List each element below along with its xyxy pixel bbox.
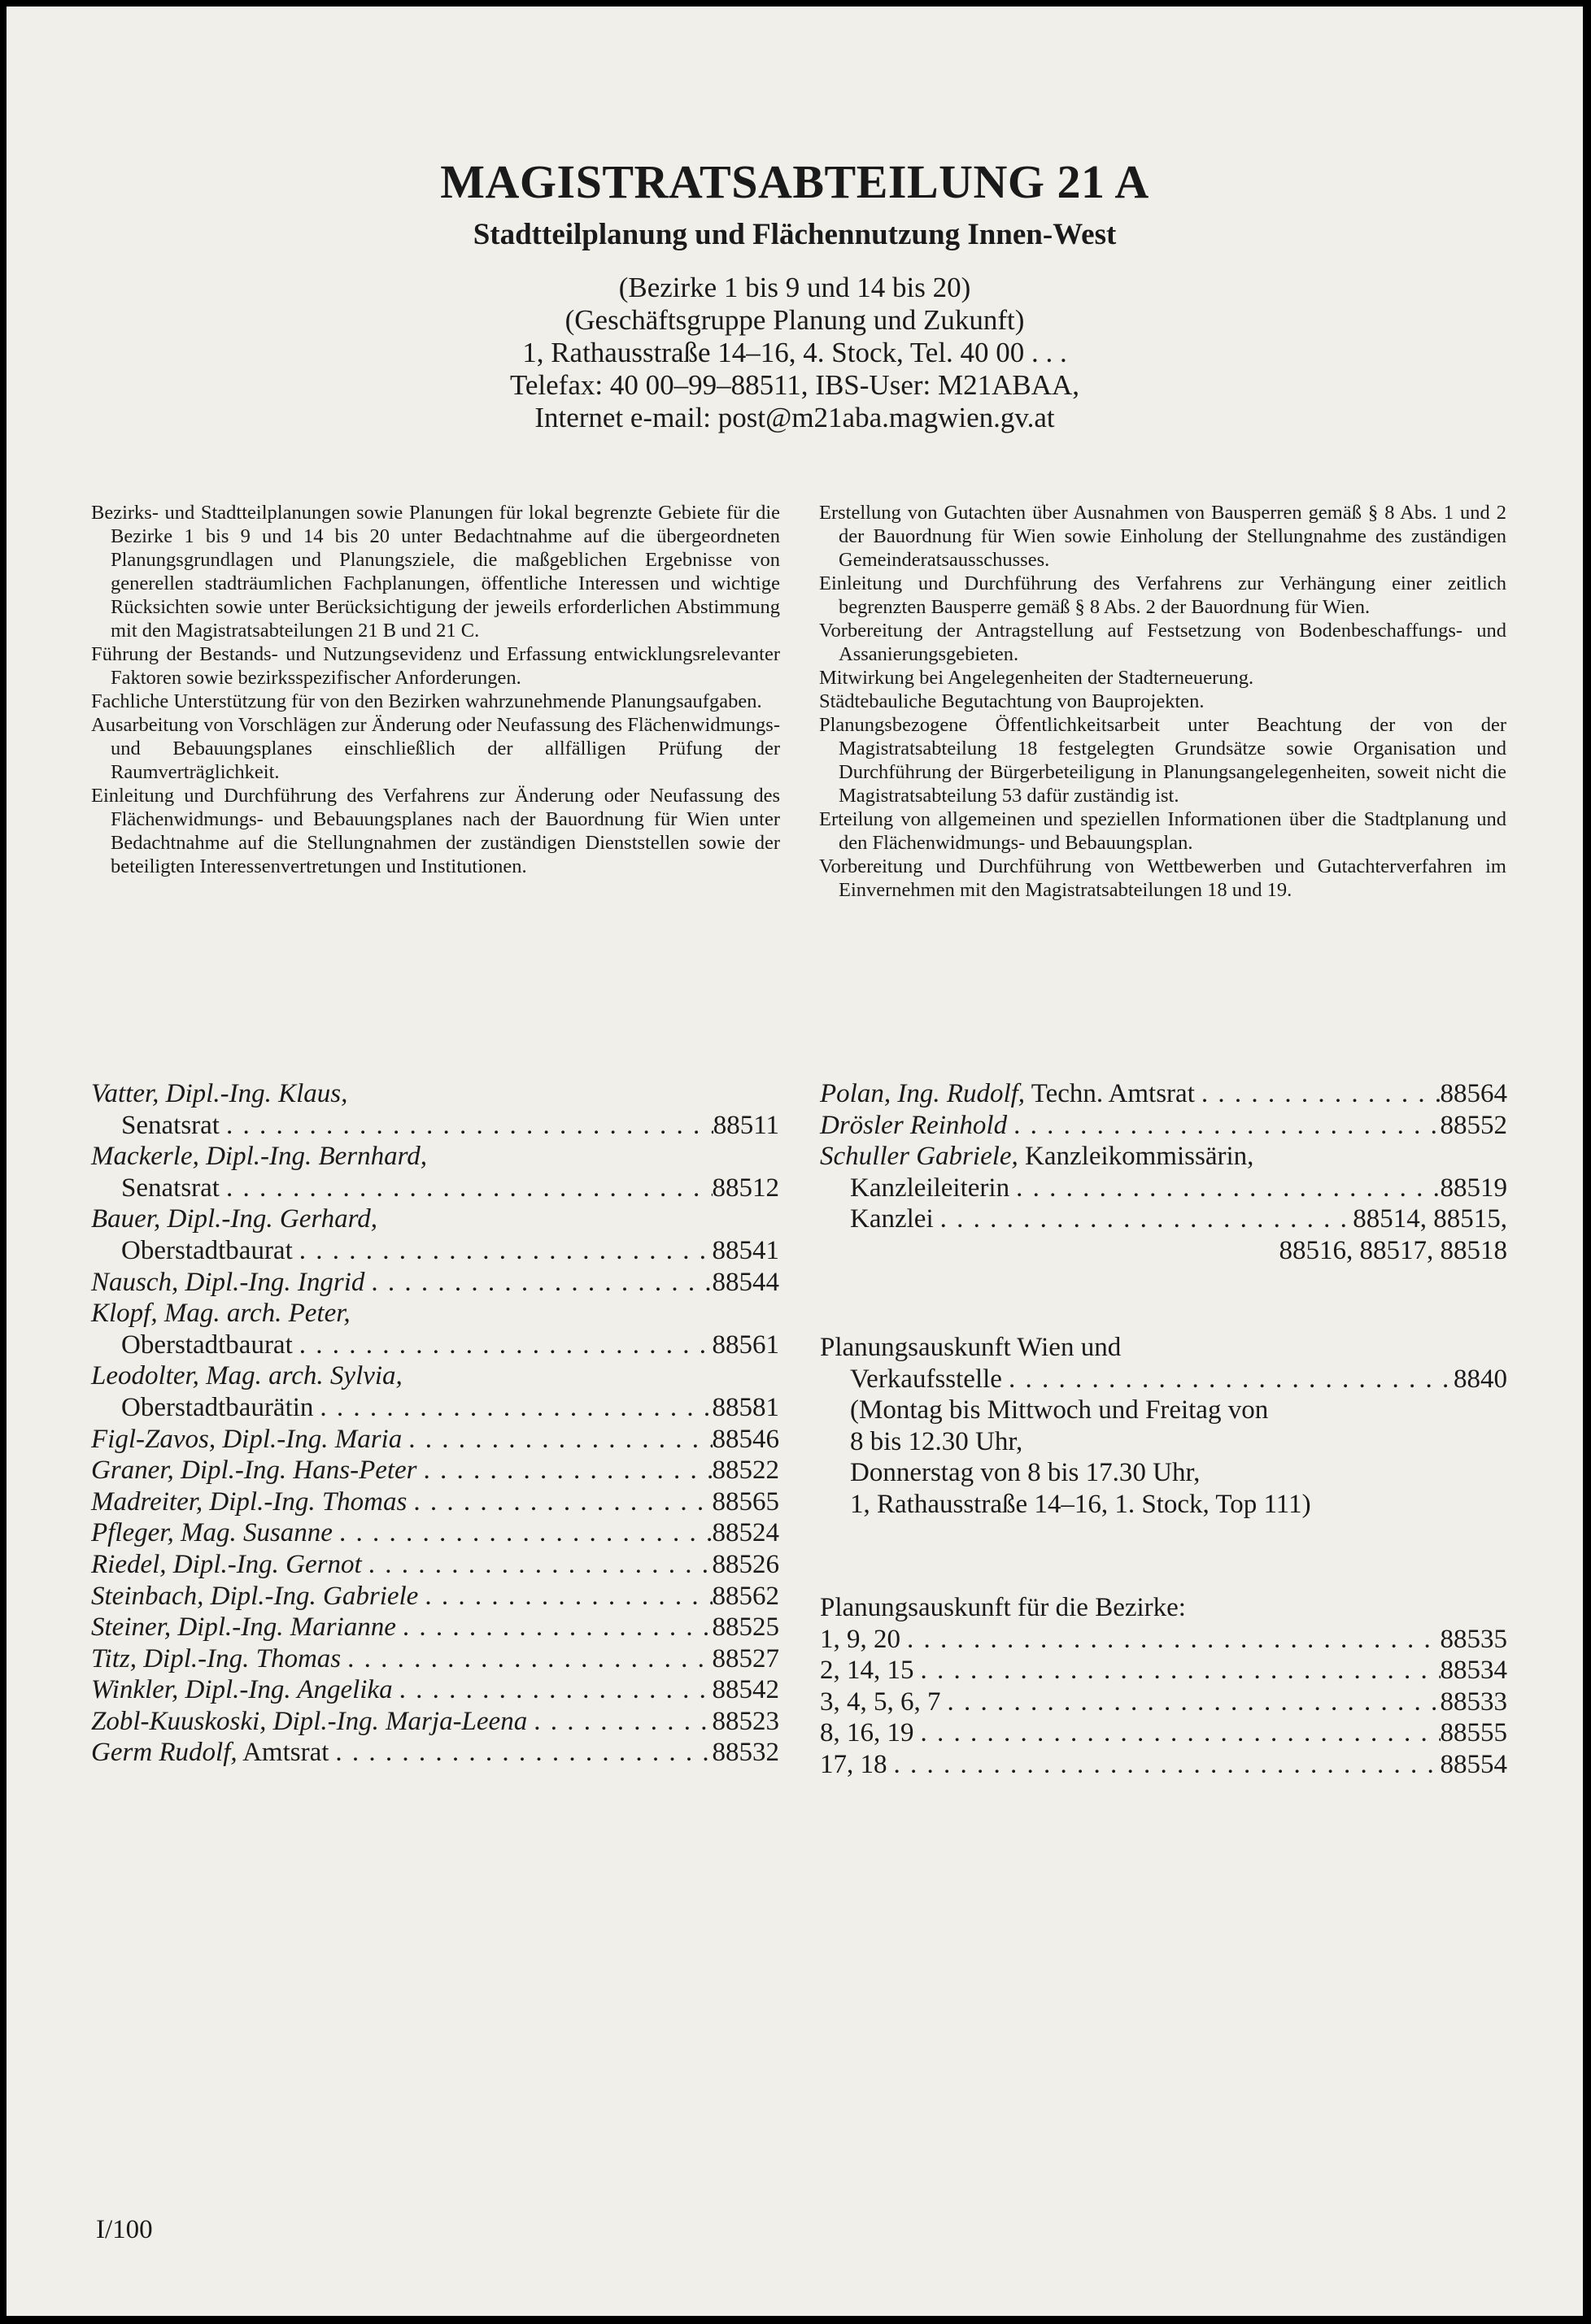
phone-extension: 88527 bbox=[712, 1643, 779, 1673]
staff-row bbox=[91, 1392, 779, 1424]
phone-extension: 88541 bbox=[712, 1235, 779, 1265]
staff-row bbox=[91, 1330, 779, 1361]
phone-extension: 88544 bbox=[712, 1267, 779, 1297]
phone-extension: 88523 bbox=[712, 1706, 779, 1736]
staff-row bbox=[91, 1706, 779, 1738]
staff-name: Steiner, Dipl.-Ing. Marianne bbox=[91, 1612, 396, 1643]
staff-title: Techn. Amtsrat bbox=[1031, 1079, 1195, 1108]
phone-extension: 88526 bbox=[712, 1549, 779, 1579]
phone-extension: 8840 bbox=[1454, 1364, 1507, 1394]
staff-title: Oberstadtbaurat bbox=[121, 1235, 293, 1265]
staff-name: Klopf, Mag. arch. Peter, bbox=[91, 1299, 351, 1329]
staff-directory-right bbox=[820, 1078, 1507, 1267]
phone-extension: 88581 bbox=[712, 1392, 779, 1422]
districts-heading: Planungsauskunft für die Bezirke: bbox=[820, 1593, 1186, 1622]
opening-hours: (Montag bis Mittwoch und Freitag von bbox=[850, 1395, 1269, 1425]
duty-paragraph: Planungsbezogene Öffentlichkeitsarbeit unter Beachtung der von der Magistratsabteilung 18 festgelegten Grundsätze sowie Organisation und Durchführung der Bürgerbeteiligung in Planungsangelegenheiten, soweit nicht die Magistratsabteilung 53 dafür zuständig ist. bbox=[819, 714, 1506, 807]
staff-name: Schuller Gabriele, bbox=[820, 1142, 1018, 1172]
planning-info-section bbox=[820, 1332, 1507, 1521]
staff-name: Figl-Zavos, Dipl.-Ing. Maria bbox=[91, 1424, 403, 1454]
staff-row bbox=[91, 1110, 779, 1142]
staff-name: Graner, Dipl.-Ing. Hans-Peter bbox=[91, 1456, 417, 1486]
staff-row bbox=[91, 1737, 779, 1769]
duty-paragraph: Führung der Bestands- und Nutzungsevidenz und Erfassung entwicklungsrelevanter Faktoren sowie bezirksspezifischer Anforderungen. bbox=[91, 643, 780, 689]
page-number: I/100 bbox=[96, 2215, 153, 2244]
duty-paragraph: Städtebauliche Begutachtung von Bauprojekten. bbox=[819, 690, 1205, 712]
planning-row bbox=[820, 1364, 1507, 1395]
district-row bbox=[820, 1686, 1507, 1718]
info-line: (Geschäftsgruppe Planung und Zukunft) bbox=[564, 304, 1025, 336]
staff-name: Pfleger, Mag. Susanne bbox=[91, 1518, 333, 1548]
staff-name: Winkler, Dipl.-Ing. Angelika bbox=[91, 1675, 393, 1705]
phone-extension: 88542 bbox=[712, 1675, 779, 1705]
opening-hours: 8 bis 12.30 Uhr, bbox=[850, 1426, 1023, 1456]
phone-extension: 88535 bbox=[1440, 1624, 1507, 1654]
phone-extension: 88562 bbox=[712, 1581, 779, 1611]
phone-extension: 88519 bbox=[1440, 1173, 1507, 1203]
staff-name: Zobl-Kuuskoski, Dipl.-Ing. Marja-Leena bbox=[91, 1706, 528, 1736]
phone-extension: 88512 bbox=[712, 1173, 779, 1203]
staff-row bbox=[91, 1173, 779, 1204]
duties-right-column bbox=[819, 501, 1506, 902]
staff-row bbox=[820, 1078, 1507, 1110]
staff-row bbox=[91, 1517, 779, 1549]
district-row bbox=[820, 1655, 1507, 1686]
info-line: (Bezirke 1 bis 9 und 14 bis 20) bbox=[618, 272, 971, 303]
phone-extension: 88554 bbox=[1440, 1749, 1507, 1779]
staff-row bbox=[91, 1581, 779, 1612]
phone-extension: 88516, 88517, 88518 bbox=[1279, 1235, 1507, 1265]
document-page bbox=[7, 7, 1583, 2316]
phone-extension: 88564 bbox=[1440, 1079, 1507, 1108]
staff-row bbox=[91, 1486, 779, 1518]
phone-extension: 88514, 88515, bbox=[1353, 1204, 1507, 1234]
district-label: 2, 14, 15 bbox=[820, 1656, 914, 1686]
duty-paragraph: Ausarbeitung von Vorschlägen zur Änderung oder Neufassung des Flächenwidmungs- und Bebauungsplanes einschließlich der allfälligen Prüfung der Raumverträglichkeit. bbox=[91, 714, 780, 783]
staff-name: Germ Rudolf, bbox=[91, 1738, 238, 1768]
duties-left-column bbox=[91, 501, 780, 878]
district-label: 3, 4, 5, 6, 7 bbox=[820, 1686, 941, 1717]
staff-directory-left bbox=[91, 1078, 779, 1769]
phone-extension: 88511 bbox=[713, 1110, 779, 1140]
contact-info bbox=[7, 272, 1583, 434]
staff-title: Oberstadtbaurat bbox=[121, 1330, 293, 1360]
staff-name: Leodolter, Mag. arch. Sylvia, bbox=[91, 1361, 403, 1391]
duty-paragraph: Fachliche Unterstützung für von den Bezirken wahrzunehmende Planungsaufgaben. bbox=[91, 690, 762, 712]
opening-hours: 1, Rathausstraße 14–16, 1. Stock, Top 111) bbox=[850, 1489, 1311, 1519]
staff-row bbox=[91, 1612, 779, 1643]
staff-row bbox=[91, 1424, 779, 1456]
staff-title: Oberstadtbaurätin bbox=[121, 1392, 314, 1422]
phone-extension: 88534 bbox=[1440, 1656, 1507, 1686]
duty-paragraph: Vorbereitung der Antragstellung auf Festsetzung von Bodenbeschaffungs- und Assanierungsgebieten. bbox=[819, 620, 1506, 665]
district-row bbox=[820, 1624, 1507, 1656]
duty-paragraph: Bezirks- und Stadtteilplanungen sowie Planungen für lokal begrenzte Gebiete für die Bezirke 1 bis 9 und 14 bis 20 unter Bedachtnahme auf die übergeordneten Planungsgrundlagen und Planungsziele, die maßgeblichen Ergebnisse von generellen stadträumlichen Fachplanungen, öffentliche Interessen und wichtige Rücksichten sowie unter Berücksichtigung der jeweils erforderlichen Abstimmung mit den Magistratsabteilungen 21 B und 21 C. bbox=[91, 502, 780, 642]
district-label: 17, 18 bbox=[820, 1749, 887, 1779]
staff-row bbox=[91, 1455, 779, 1486]
duty-paragraph: Einleitung und Durchführung des Verfahrens zur Verhängung einer zeitlich begrenzten Bausperre gemäß § 8 Abs. 2 der Bauordnung für Wien. bbox=[819, 572, 1506, 618]
staff-row bbox=[91, 1674, 779, 1706]
info-line: Internet e-mail: post@m21aba.magwien.gv.at bbox=[534, 402, 1055, 433]
opening-hours: Donnerstag von 8 bis 17.30 Uhr, bbox=[850, 1458, 1201, 1488]
staff-title: Senatsrat bbox=[121, 1173, 220, 1203]
phone-extension: 88561 bbox=[712, 1330, 779, 1360]
staff-row bbox=[91, 1549, 779, 1581]
department-subtitle: Stadtteilplanung und Flächennutzung Innen-West bbox=[473, 218, 1117, 251]
phone-extension: 88533 bbox=[1440, 1686, 1507, 1717]
duty-paragraph: Erstellung von Gutachten über Ausnahmen von Bausperren gemäß § 8 Abs. 1 und 2 der Bauordnung für Wien sowie Einholung der Stellungnahme des zuständigen Gemeinderatsausschusses. bbox=[819, 502, 1506, 571]
staff-title: Kanzleikommissärin, bbox=[1025, 1142, 1254, 1172]
phone-extension: 88522 bbox=[712, 1456, 779, 1486]
staff-name: Riedel, Dipl.-Ing. Gernot bbox=[91, 1549, 362, 1579]
district-info-section bbox=[820, 1592, 1507, 1781]
staff-name: Nausch, Dipl.-Ing. Ingrid bbox=[91, 1267, 365, 1297]
duty-paragraph: Vorbereitung und Durchführung von Wettbewerben und Gutachterverfahren im Einvernehmen mit den Magistratsabteilungen 18 und 19. bbox=[819, 855, 1506, 901]
info-line: 1, Rathausstraße 14–16, 4. Stock, Tel. 40 00 . . . bbox=[522, 337, 1067, 368]
phone-extension: 88524 bbox=[712, 1518, 779, 1548]
district-row bbox=[820, 1749, 1507, 1781]
staff-title: Kanzleileiterin bbox=[850, 1173, 1010, 1203]
office-label: Kanzlei bbox=[850, 1204, 934, 1234]
district-row bbox=[820, 1717, 1507, 1749]
staff-name-line bbox=[820, 1141, 1507, 1173]
department-title: MAGISTRATSABTEILUNG 21 A bbox=[440, 155, 1149, 208]
staff-name: Steinbach, Dipl.-Ing. Gabriele bbox=[91, 1581, 419, 1611]
phone-extension: 88525 bbox=[712, 1612, 779, 1643]
staff-row bbox=[91, 1235, 779, 1267]
duty-paragraph: Einleitung und Durchführung des Verfahrens zur Änderung oder Neufassung des Flächenwidmungs- und Bebauungsplanes nach der Bauordnung für Wien unter Bedachtnahme auf die Stellungnahmen der zuständigen Dienststellen sowie der beteiligten Interessenvertretungen und Institutionen. bbox=[91, 785, 780, 877]
department-header bbox=[7, 154, 1583, 434]
phone-extension: 88546 bbox=[712, 1424, 779, 1454]
info-line: Telefax: 40 00–99–88511, IBS-User: M21ABAA, bbox=[509, 369, 1080, 401]
phone-extension: 88532 bbox=[712, 1738, 779, 1768]
duty-paragraph: Mitwirkung bei Angelegenheiten der Stadterneuerung. bbox=[819, 667, 1254, 689]
staff-title: Amtsrat bbox=[242, 1738, 329, 1768]
staff-name: Vatter, Dipl.-Ing. Klaus, bbox=[91, 1079, 348, 1108]
phone-extension: 88555 bbox=[1440, 1718, 1507, 1748]
staff-name: Drösler Reinhold bbox=[820, 1110, 1008, 1140]
staff-row bbox=[91, 1643, 779, 1675]
staff-title: Senatsrat bbox=[121, 1110, 220, 1140]
staff-name: Madreiter, Dipl.-Ing. Thomas bbox=[91, 1486, 408, 1517]
staff-name: Mackerle, Dipl.-Ing. Bernhard, bbox=[91, 1142, 427, 1172]
staff-row bbox=[820, 1203, 1507, 1235]
staff-row bbox=[820, 1173, 1507, 1204]
staff-name: Titz, Dipl.-Ing. Thomas bbox=[91, 1643, 342, 1673]
staff-row bbox=[820, 1110, 1507, 1142]
staff-row bbox=[91, 1267, 779, 1299]
district-label: 8, 16, 19 bbox=[820, 1718, 914, 1748]
duty-paragraph: Erteilung von allgemeinen und speziellen Informationen über die Stadtplanung und den Flächenwidmungs- und Bebauungsplan. bbox=[819, 808, 1506, 854]
planning-heading: Planungsauskunft Wien und bbox=[820, 1333, 1122, 1362]
staff-name: Polan, Ing. Rudolf, bbox=[820, 1079, 1026, 1108]
district-label: 1, 9, 20 bbox=[820, 1624, 900, 1654]
staff-name: Bauer, Dipl.-Ing. Gerhard, bbox=[91, 1204, 377, 1234]
phone-extension: 88552 bbox=[1440, 1110, 1507, 1140]
phone-extension: 88565 bbox=[712, 1486, 779, 1517]
planning-label: Verkaufsstelle bbox=[850, 1364, 1002, 1394]
